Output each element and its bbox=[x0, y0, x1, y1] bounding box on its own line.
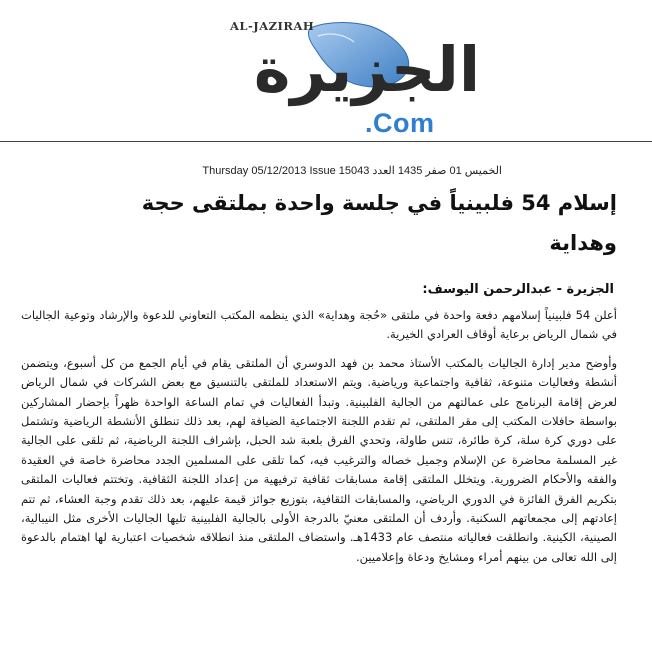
article-paragraph-2: وأوضح مدير إدارة الجاليات بالمكتب الأستاذ محمد بن فهد الدوسري أن الملتقى يقام في أيام الجمع من كل أسبوع، ويتضمن أنشطة وفعاليات متنوعة، ثقافية واجتماعية ورياضية. ويتم الاستعداد للملتقى بالتنسيق مع بعض الشركات في شمال الرياض لعرض إقامة البرنامج على عمالتهم من الجالية الفلبينية. وتبدأ الفعاليات في تمام الساعة الواحدة ظهراً بإحضار المشاركين بواسطة حافلات المكتب إلى مقر الملتقى، ثم تقدم اللجنة الاجتماعية الضيافة لهم، بعد ذلك تنطلق الأنشطة الرياضية وتشتمل على دوري كرة سلة، كرة طائرة، تنس طاولة، وتحدي الفرق بلعبة شد الحبل، بإشراف اللجنة الرياضية، ثم تلقى على الجالية غير المسلمة محاضرة عن الإسلام وجميل خصاله والترغيب فيه، كما تلقى على المسلمين الجدد محاضرة خاصة في العقيدة والفقه والأحكام الضرورية. ويتخلل الملتقى إقامة مسابقات ثقافية ترفيهية من إعداد اللجنة الثقافية. وتختتم فعاليات الملتقى بتكريم الفرق الفائزة في الدوري الرياضي، والمسابقات الثقافية، بتوزيع جوائز قيمة عليهم، بعد ذلك تقدم وجبة العشاء، ثم تتم إعادتهم إلى مجمعاتهم السكنية. وأردف أن الملتقى معنيّ بالدرجة الأولى بالجالية الفلبينية تليها الجاليات الأخرى مثل النيبالية، الصينية، الكينية. وانطلقت فعالياته منتصف عام 1433هـ. واستضاف الملتقى منذ انطلاقه شخصيات اعتبارية لها اهتمام بالدعوة إلى الله تعالى من بينهم أمراء ومشايخ ودعاة وإعلاميين. bbox=[21, 355, 617, 564]
masthead-divider bbox=[0, 141, 652, 142]
issue-date-line: Thursday 05/12/2013 Issue 15043 الخميس 01 صفر 1435 العدد bbox=[202, 165, 502, 177]
masthead bbox=[0, 0, 652, 142]
logo-com-text: .Com bbox=[365, 108, 435, 138]
article-body bbox=[21, 306, 617, 576]
article-byline: الجزيرة - عبدالرحمن اليوسف: bbox=[422, 282, 614, 297]
logo-latin-text: AL-JAZIRAH bbox=[230, 19, 315, 33]
logo-arabic-text: الجزيرة bbox=[253, 33, 481, 106]
article-paragraph-1: أعلن 54 فلبينياً إسلامهم دفعة واحدة في ملتقى «حُجة وهداية» الذي ينظمه المكتب التعاوني للدعوة والإرشاد وتوعية الجاليات في شمال الرياض برعاية أوقاف العرادي الخيرية. bbox=[21, 308, 617, 342]
article-headline: إسلام 54 فلبينياً في جلسة واحدة بملتقى حجة وهداية bbox=[141, 191, 617, 255]
